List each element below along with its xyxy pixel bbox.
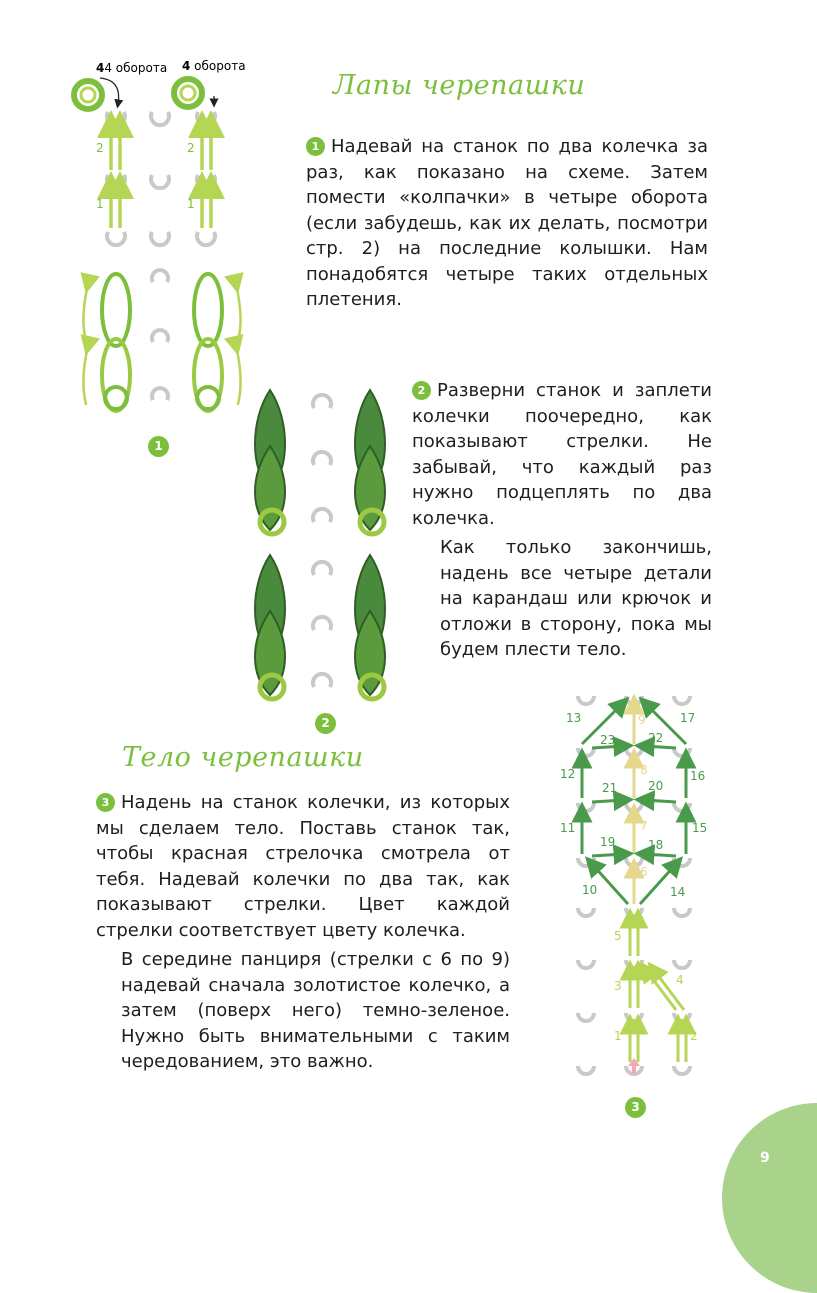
- section-heading-body: Тело черепашки: [122, 742, 364, 773]
- svg-text:5: 5: [614, 929, 622, 943]
- svg-text:20: 20: [648, 779, 664, 793]
- figure-2-diagram: [250, 380, 430, 720]
- svg-text:9: 9: [638, 713, 646, 727]
- svg-text:18: 18: [648, 838, 664, 852]
- step-badge: 3: [96, 793, 115, 812]
- svg-text:6: 6: [640, 865, 648, 879]
- step-badge: 2: [412, 381, 431, 400]
- svg-text:7: 7: [640, 819, 648, 833]
- figure-1-badge: 1: [148, 436, 169, 457]
- figure-3-badge: 3: [625, 1097, 646, 1118]
- svg-text:3: 3: [614, 979, 622, 993]
- figure-3-diagram: [556, 678, 716, 1118]
- woven-loops-left: [83, 274, 130, 411]
- svg-text:21: 21: [602, 781, 618, 795]
- figure-1-diagram: [0, 0, 260, 360]
- page-number: 9: [760, 1150, 770, 1166]
- step-2-text-b: Как только закончишь, надень все четыре детали на карандаш или крючок и отложи в сторону, пока мы будем плести тело.: [440, 537, 712, 660]
- arrow-label: 2: [96, 141, 104, 155]
- svg-text:2: 2: [690, 1029, 698, 1043]
- arrow-label: 1: [187, 197, 195, 211]
- loom-pegs: [313, 395, 331, 687]
- arrow-label: 1: [96, 197, 104, 211]
- braid-right-bottom: [355, 555, 385, 699]
- section-heading-legs: Лапы черепашки: [333, 70, 586, 101]
- cap-label-right: 4 оборота: [182, 59, 246, 73]
- svg-text:23: 23: [600, 733, 616, 747]
- cap-ring-icon: [74, 81, 102, 109]
- svg-text:8: 8: [640, 763, 648, 777]
- svg-text:14: 14: [670, 885, 686, 899]
- braid-left-bottom: [255, 555, 285, 699]
- step-1-text-block: [306, 134, 708, 317]
- step-2-text: Разверни станок и заплети колечки поочередно, как показывают стрелки. Не забывай, что каждый раз нужно подцеплять по два колечка.: [412, 380, 712, 529]
- svg-text:1: 1: [614, 1029, 622, 1043]
- svg-text:12: 12: [560, 767, 576, 781]
- step-badge: 1: [306, 137, 325, 156]
- svg-text:11: 11: [560, 821, 576, 835]
- figure-2-badge: 2: [315, 713, 336, 734]
- svg-text:17: 17: [680, 711, 696, 725]
- step-3-text-b: В середине панциря (стрелки с 6 по 9) надевай сначала золотистое колечко, а затем (поверх него) темно-зеленое. Нужно быть внимательными с таким чередованием, это важно.: [121, 949, 510, 1072]
- step-3-text: Надень на станок колечки, из которых мы сделаем тело. Поставь станок так, чтобы красная стрелочка смотрела от тебя. Надевай колечки по два так, как показывают стрелки. Цвет каждой стрелки соответствует цвету колечка.: [96, 792, 510, 941]
- page-corner-decoration: [722, 1103, 817, 1293]
- braid-left-top: [255, 390, 285, 534]
- braid-right-top: [355, 390, 385, 534]
- arrow-label: 2: [187, 141, 195, 155]
- woven-loops-right: [194, 274, 241, 411]
- step-3-text-block: [96, 790, 510, 1079]
- svg-text:22: 22: [648, 731, 664, 745]
- svg-text:13: 13: [566, 711, 582, 725]
- cap-ring-icon: [174, 79, 202, 107]
- cap-label-left: [96, 61, 167, 75]
- svg-text:10: 10: [582, 883, 598, 897]
- svg-text:44 оборота: 44 оборота: [96, 61, 168, 75]
- svg-text:16: 16: [690, 769, 706, 783]
- loom-pegs: [152, 270, 168, 400]
- svg-text:4: 4: [676, 973, 684, 987]
- step-2-text-block: [412, 378, 712, 667]
- svg-text:15: 15: [692, 821, 708, 835]
- loom-pegs: [107, 112, 215, 245]
- step-1-text: Надевай на станок по два колечка за раз, как показано на схеме. Затем помести «колпачки» в четыре оборота (если забудешь, как их делать, посмотри стр. 2) на последние колышки. Нам понадобятся четыре таких отдельных плетения.: [306, 136, 708, 310]
- svg-text:19: 19: [600, 835, 616, 849]
